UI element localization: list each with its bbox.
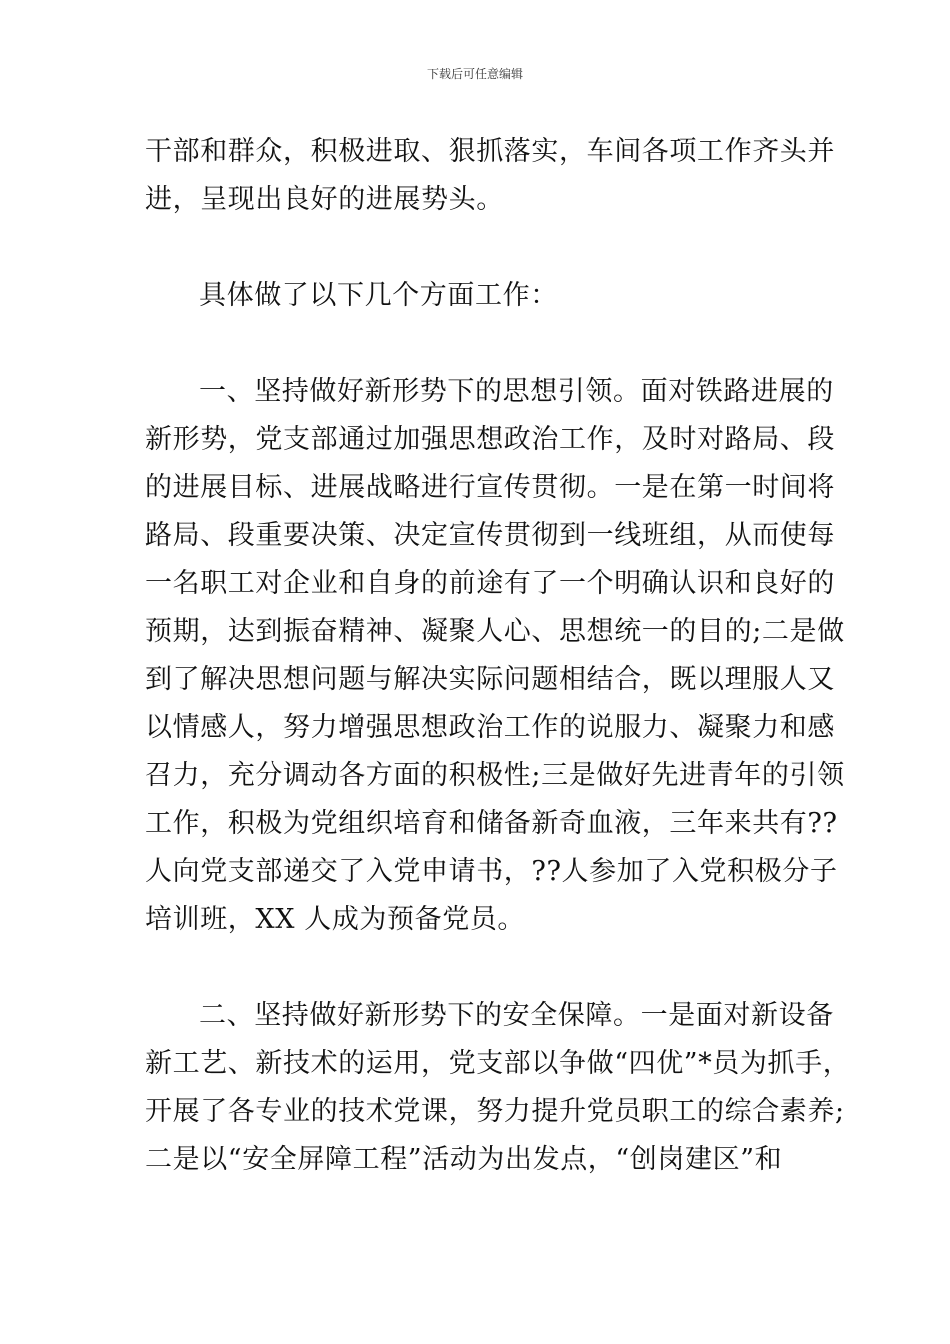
text-line: 培训班，XX 人成为预备党员。 xyxy=(145,904,526,935)
page-header xyxy=(0,66,950,82)
paragraph-gap xyxy=(145,944,810,992)
text-line: 二、坚持做好新形势下的安全保障。一是面对新设备 xyxy=(199,1000,834,1031)
text-line: 路局、段重要决策、决定宣传贯彻到一线班组，从而使每 xyxy=(145,520,835,551)
text-line: 预期，达到振奋精神、凝聚人心、思想统一的目的;二是做 xyxy=(145,616,845,647)
document-body xyxy=(145,128,851,1184)
paragraph-section-one xyxy=(145,368,845,944)
paragraph-gap xyxy=(145,320,810,368)
paragraph-overview xyxy=(145,272,810,320)
paragraph-intro-continued xyxy=(145,128,835,224)
text-line: 新工艺、新技术的运用，党支部以争做“四优”*员为抓手， xyxy=(145,1048,851,1079)
text-line: 新形势，党支部通过加强思想政治工作，及时对路局、段 xyxy=(145,424,835,455)
text-line: 开展了各专业的技术党课，努力提升党员职工的综合素养; xyxy=(145,1096,845,1127)
text-line: 到了解决思想问题与解决实际问题相结合，既以理服人又 xyxy=(145,664,835,695)
text-line: 人向党支部递交了入党申请书，??人参加了入党积极分子 xyxy=(145,856,838,887)
text-line: 二是以“安全屏障工程”活动为出发点，“创岗建区”和 xyxy=(145,1144,783,1175)
text-line: 的进展目标、进展战略进行宣传贯彻。一是在第一时间将 xyxy=(145,472,835,503)
paragraph-section-two xyxy=(145,992,851,1184)
text-line: 干部和群众，积极进取、狠抓落实，车间各项工作齐头并 xyxy=(145,136,835,167)
text-line: 一、坚持做好新形势下的思想引领。面对铁路进展的 xyxy=(199,376,834,407)
text-line: 召力，充分调动各方面的积极性;三是做好先进青年的引领 xyxy=(145,760,845,791)
text-line: 一名职工对企业和自身的前途有了一个明确认识和良好的 xyxy=(145,568,835,599)
text-line: 进，呈现出良好的进展势头。 xyxy=(145,184,504,215)
text-line: 具体做了以下几个方面工作： xyxy=(199,280,558,311)
text-line: 以情感人，努力增强思想政治工作的说服力、凝聚力和感 xyxy=(145,712,835,743)
text-line: 工作，积极为党组织培育和储备新奇血液，三年来共有?? xyxy=(145,808,838,839)
header-text: 下载后可任意编辑 xyxy=(426,67,523,81)
paragraph-gap xyxy=(145,224,810,272)
